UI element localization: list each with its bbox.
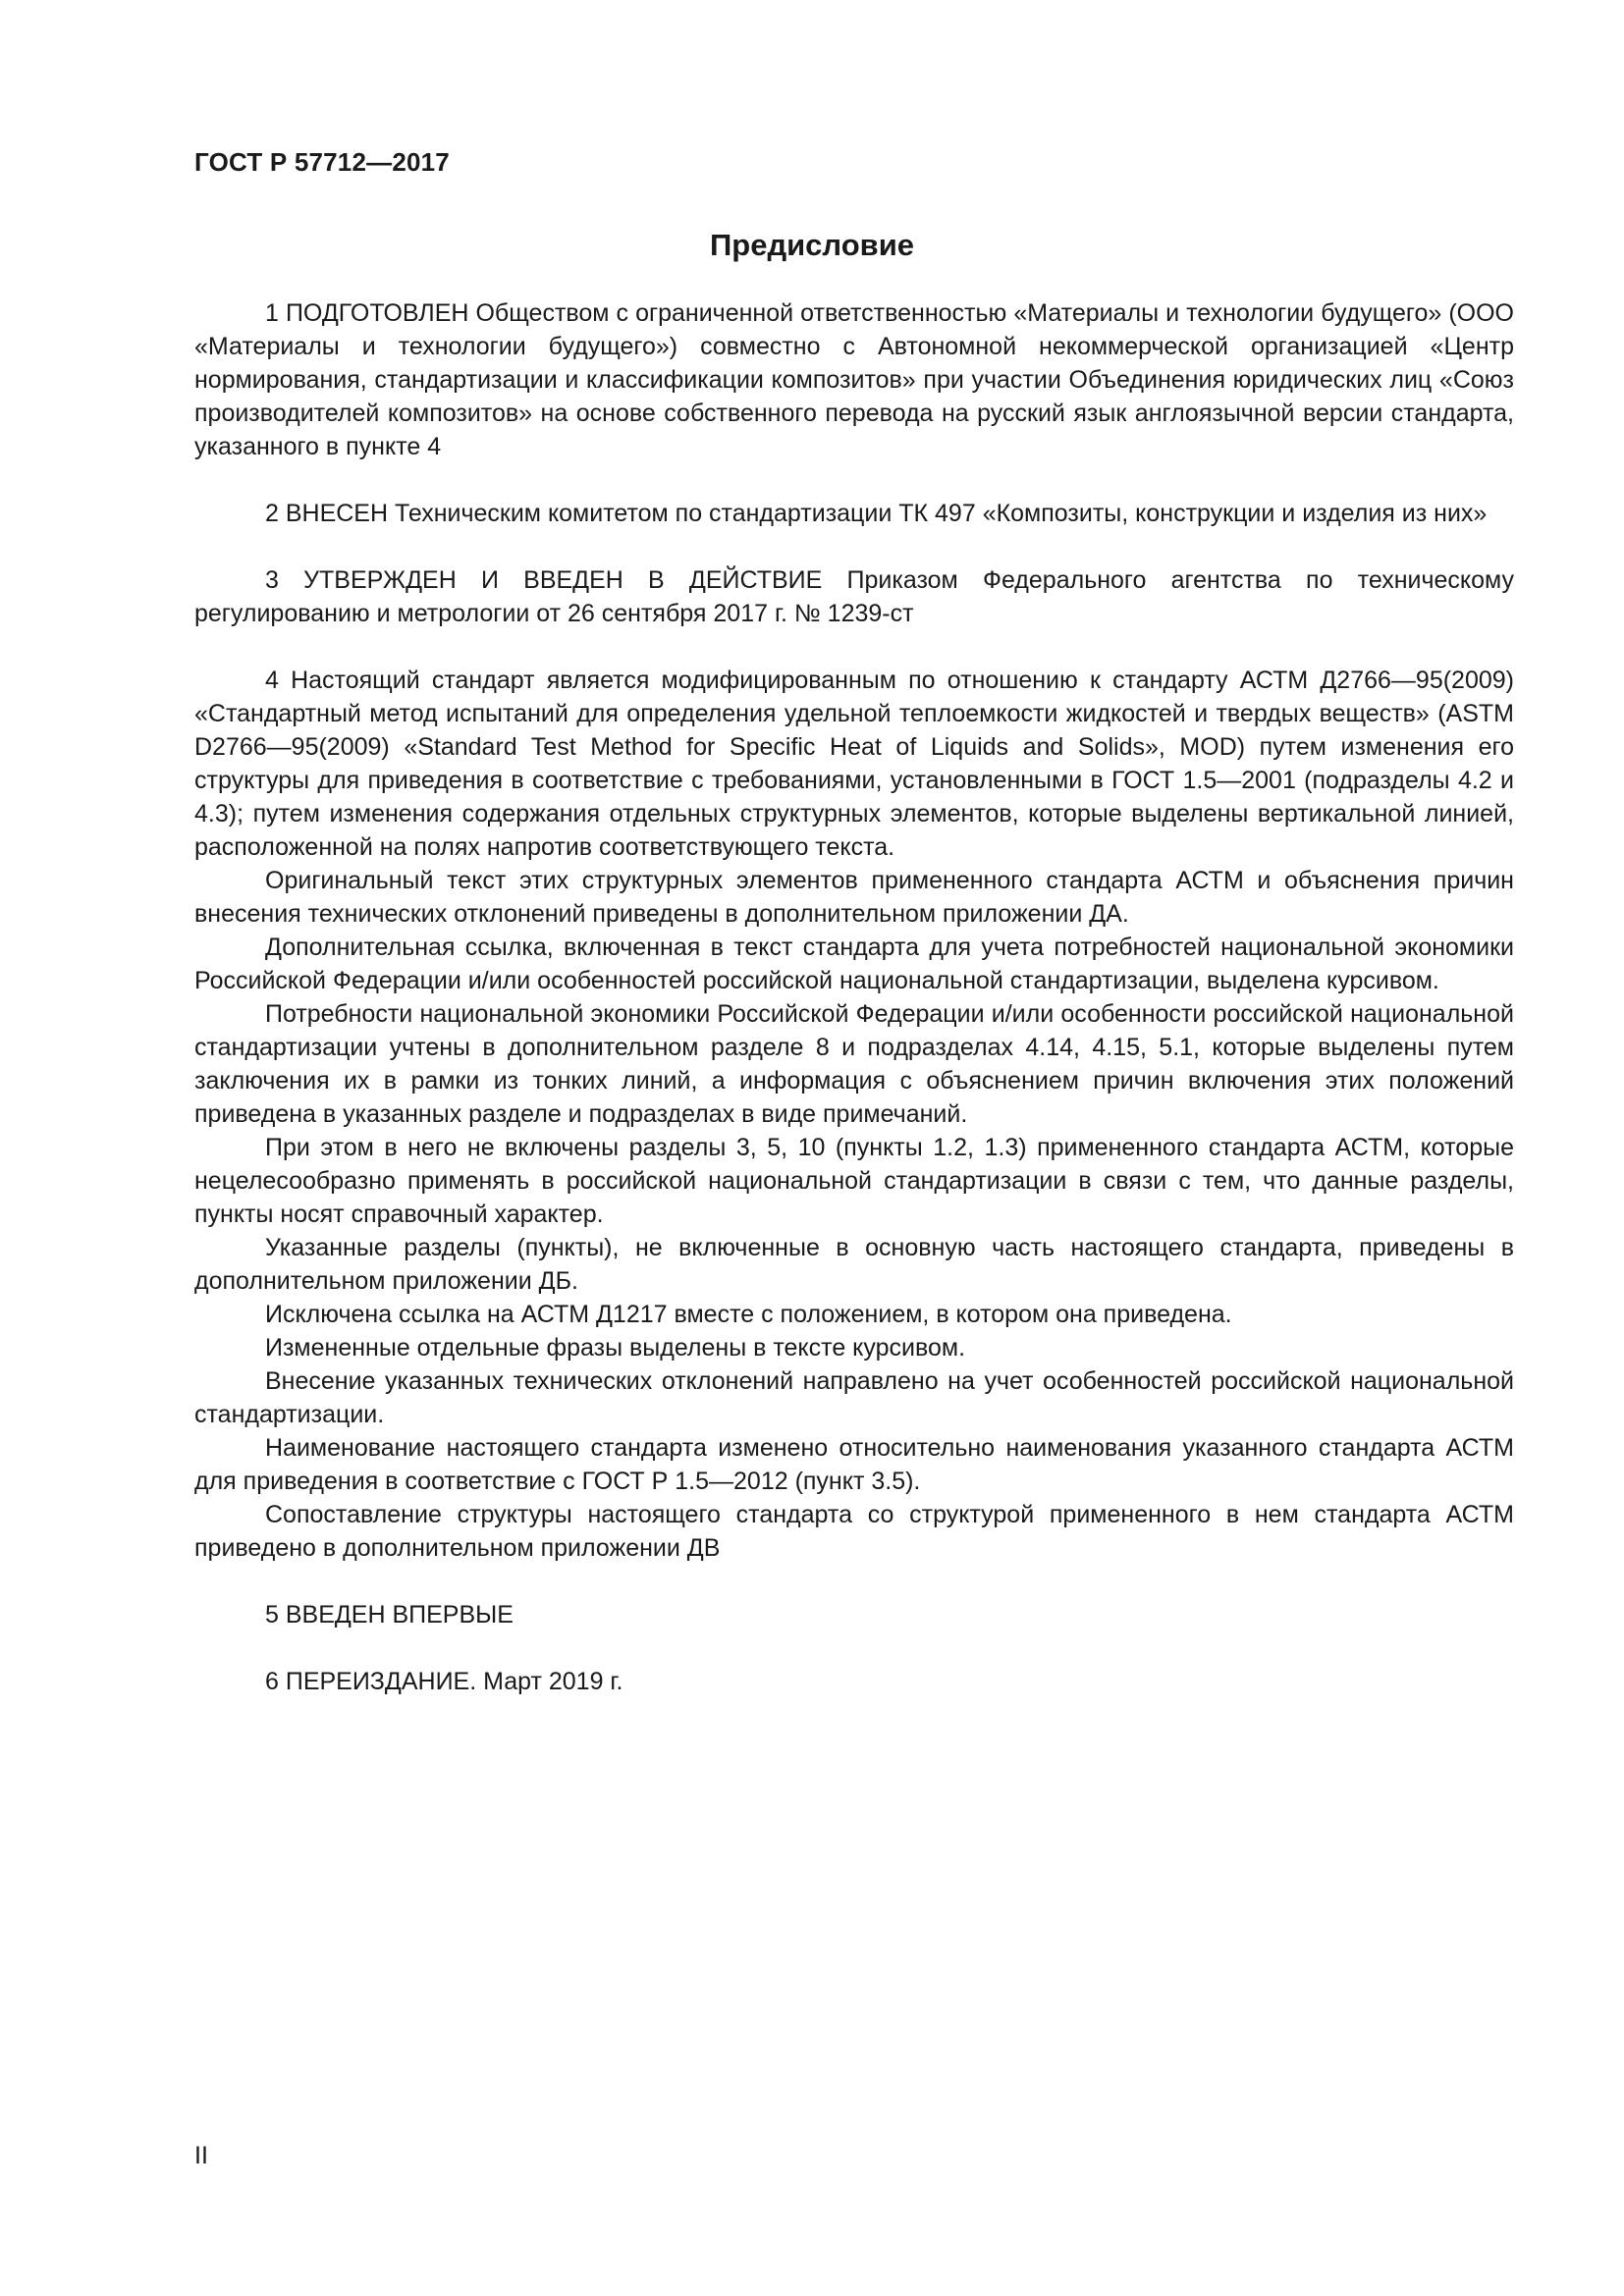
preface-item-4-paragraph: Указанные разделы (пункты), не включенные в основную часть настоящего стандарта, приведены в дополнительном приложении ДБ. (194, 1234, 1514, 1295)
preface-item-4-paragraph: Измененные отдельные фразы выделены в тексте курсивом. (265, 1334, 966, 1362)
preface-item-4-paragraph: Потребности национальной экономики Российской Федерации и/или особенности российской национальной стандартизации учтены в дополнительном разделе 8 и подразделах 4.14, 4.15, 5.1, которые выделены путем заключения их в рамки из тонких линий, а информация с объяснением причин включения этих положений приведена в указанных разделе и подразделах в виде примечаний. (194, 1000, 1514, 1128)
preface-item-3: 3 УТВЕРЖДЕН И ВВЕДЕН В ДЕЙСТВИЕ Приказом Федерального агентства по техническому регулированию и метрологии от 26 сентября 2017 г. № 1239-ст (194, 566, 1514, 627)
preface-item-4-paragraph: Сопоставление структуры настоящего стандарта со структурой примененного в нем стандарта АСТМ приведено в дополнительном приложении ДВ (194, 1501, 1514, 1562)
preface-body (194, 296, 1514, 1698)
preface-item-4-paragraph: Наименование настоящего стандарта изменено относительно наименования указанного стандарта АСТМ для приведения в соответствие с ГОСТ Р 1.5—2012 (пункт 3.5). (194, 1434, 1514, 1495)
preface-item-4: 4 Настоящий стандарт является модифицированным по отношению к стандарту АСТМ Д2766—95(2009) «Стандартный метод испытаний для определения удельной теплоемкости жидкостей и твердых веществ» (ASTM D2766—95(2009) «Standard Test Method for Specific Heat of Liquids and Solids», MOD) путем изменения его структуры для приведения в соответствие с требованиями, установленными в ГОСТ 1.5—2001 (подразделы 4.2 и 4.3); путем изменения содержания отдельных структурных элементов, которые выделены вертикальной линией, расположенной на полях напротив соответствующего текста. (194, 667, 1514, 861)
preface-item-6: 6 ПЕРЕИЗДАНИЕ. Март 2019 г. (265, 1668, 623, 1695)
document-code: ГОСТ Р 57712—2017 (194, 147, 450, 177)
preface-item-1: 1 ПОДГОТОВЛЕН Обществом с ограниченной ответственностью «Материалы и технологии будущего» (ООО «Материалы и технологии будущего») совместно с Автономной некоммерческой организацией «Центр нормирования, стандартизации и классификации композитов» при участии Объединения юридических лиц «Союз производителей композитов» на основе собственного перевода на русский язык англоязычной версии стандарта, указанного в пункте 4 (194, 299, 1514, 460)
preface-item-2: 2 ВНЕСЕН Техническим комитетом по стандартизации ТК 497 «Композиты, конструкции и изделия из них» (265, 500, 1488, 527)
page-title: Предисловие (709, 228, 914, 262)
preface-item-4-paragraph: При этом в него не включены разделы 3, 5, 10 (пункты 1.2, 1.3) примененного стандарта АСТМ, которые нецелесообразно применять в российской национальной стандартизации в связи с тем, что данные разделы, пункты носят справочный характер. (194, 1134, 1514, 1228)
preface-item-4-paragraph: Дополнительная ссылка, включенная в текст стандарта для учета потребностей национальной экономики Российской Федерации и/или особенностей российской национальной стандартизации, выделена курсивом. (194, 934, 1514, 994)
preface-item-4-paragraph: Оригинальный текст этих структурных элементов примененного стандарта АСТМ и объяснения причин внесения технических отклонений приведены в дополнительном приложении ДА. (194, 867, 1514, 928)
preface-item-4-paragraph: Исключена ссылка на АСТМ Д1217 вместе с положением, в котором она приведена. (265, 1301, 1232, 1328)
page-number: II (194, 2142, 208, 2169)
preface-item-5: 5 ВВЕДЕН ВПЕРВЫЕ (265, 1601, 514, 1629)
preface-item-4-paragraph: Внесение указанных технических отклонений направлено на учет особенностей российской национальной стандартизации. (194, 1367, 1514, 1428)
